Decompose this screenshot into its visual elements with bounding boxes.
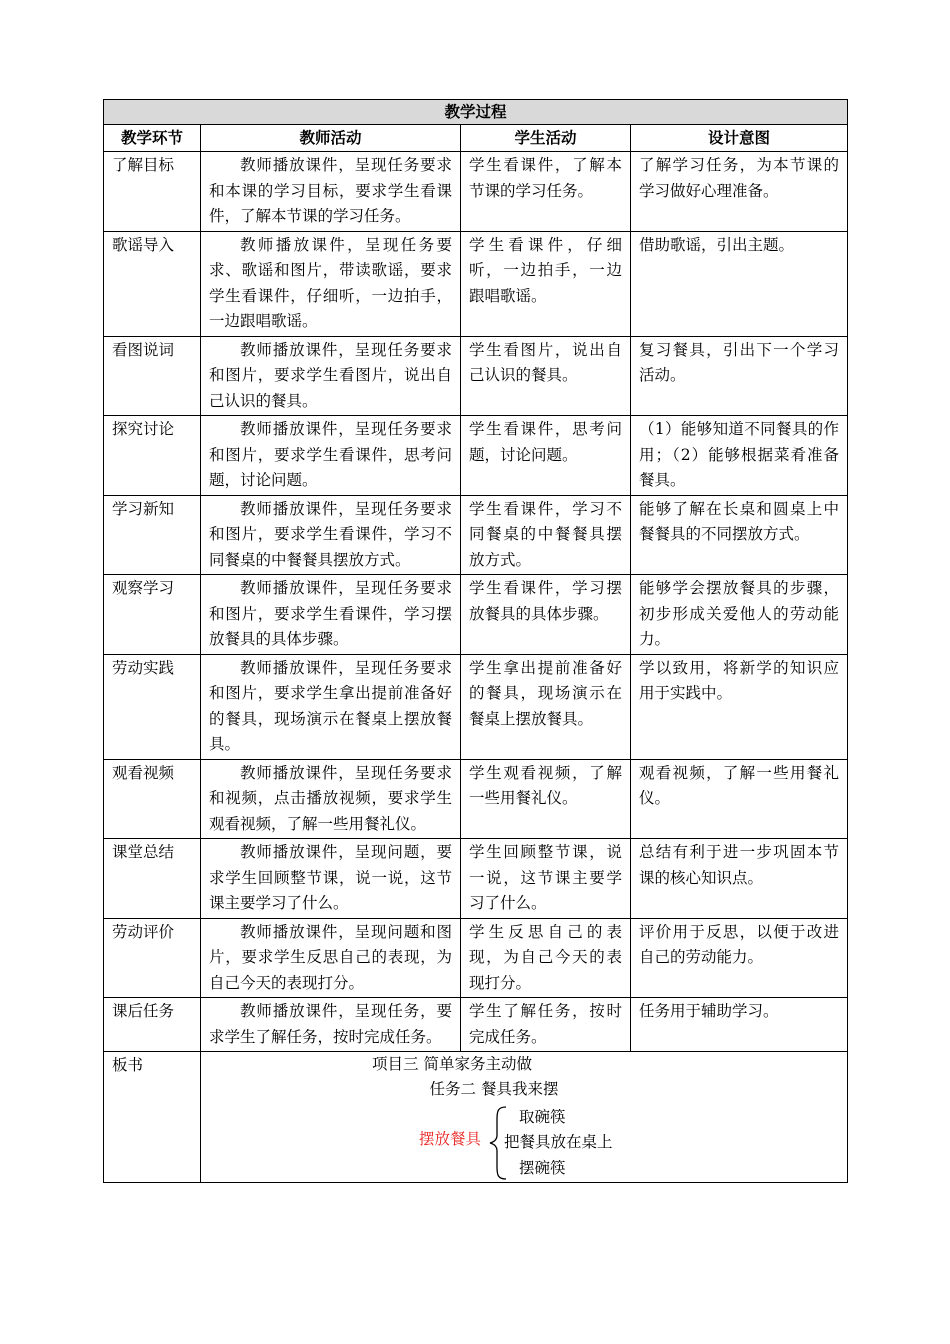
cell-student: 学生反思自己的表现，为自己今天的表现打分。 <box>461 918 631 998</box>
header-stage: 教学环节 <box>104 125 201 152</box>
table-row <box>104 416 848 496</box>
cell-student: 学生了解任务，按时完成任务。 <box>461 998 631 1052</box>
cell-student: 学生看课件，了解本节课的学习任务。 <box>461 152 631 232</box>
cell-stage: 观看视频 <box>104 759 201 839</box>
cell-teacher: 教师播放课件，呈现问题，要求学生回顾整节课，说一说，这节课主要学习了什么。 <box>201 839 461 919</box>
table-row <box>104 575 848 655</box>
cell-teacher: 教师播放课件，呈现问题和图片，要求学生反思自己的表现，为自己今天的表现打分。 <box>201 918 461 998</box>
cell-stage: 了解目标 <box>104 152 201 232</box>
table-row <box>104 336 848 416</box>
cell-teacher: 教师播放课件，呈现任务要求、歌谣和图片，带读歌谣，要求学生看课件，仔细听，一边拍手，一边跟唱歌谣。 <box>201 231 461 336</box>
table-row <box>104 495 848 575</box>
board-branch: 摆碗筷 <box>519 1159 566 1177</box>
cell-intent: （1）能够知道不同餐具的作用；（2）能够根据菜肴准备餐具。 <box>631 416 848 496</box>
cell-student: 学生看课件，学习摆放餐具的具体步骤。 <box>461 575 631 655</box>
table-row <box>104 998 848 1052</box>
cell-intent: 了解学习任务，为本节课的学习做好心理准备。 <box>631 152 848 232</box>
header-intent: 设计意图 <box>631 125 848 152</box>
cell-teacher: 教师播放课件，呈现任务要求和图片，要求学生看课件，学习不同餐桌的中餐餐具摆放方式。 <box>201 495 461 575</box>
cell-stage: 课后任务 <box>104 998 201 1052</box>
cell-stage: 观察学习 <box>104 575 201 655</box>
header-teacher: 教师活动 <box>201 125 461 152</box>
cell-teacher: 教师播放课件，呈现任务要求和本课的学习目标，要求学生看课件，了解本节课的学习任务。 <box>201 152 461 232</box>
cell-stage: 看图说词 <box>104 336 201 416</box>
cell-intent: 任务用于辅助学习。 <box>631 998 848 1052</box>
board-content <box>201 1052 848 1183</box>
board-task-title: 任务二 餐具我来摆 <box>429 1080 559 1098</box>
table-title-row <box>104 100 848 125</box>
header-student: 学生活动 <box>461 125 631 152</box>
cell-student: 学生观看视频，了解一些用餐礼仪。 <box>461 759 631 839</box>
board-label: 板书 <box>104 1052 201 1183</box>
cell-intent: 总结有利于进一步巩固本节课的核心知识点。 <box>631 839 848 919</box>
table-header-row <box>104 125 848 152</box>
cell-student: 学生回顾整节课，说一说，这节课主要学习了什么。 <box>461 839 631 919</box>
board-project-title: 项目三 简单家务主动做 <box>372 1055 532 1073</box>
cell-intent: 能够学会摆放餐具的步骤，初步形成关爱他人的劳动能力。 <box>631 575 848 655</box>
cell-stage: 学习新知 <box>104 495 201 575</box>
cell-intent: 学以致用，将新学的知识应用于实践中。 <box>631 654 848 759</box>
board-center-label: 摆放餐具 <box>419 1130 482 1148</box>
cell-student: 学生看课件，仔细听，一边拍手，一边跟唱歌谣。 <box>461 231 631 336</box>
cell-student: 学生看图片，说出自己认识的餐具。 <box>461 336 631 416</box>
cell-student: 学生看课件，思考问题，讨论问题。 <box>461 416 631 496</box>
table-title: 教学过程 <box>104 100 848 125</box>
cell-intent: 复习餐具，引出下一个学习活动。 <box>631 336 848 416</box>
cell-stage: 探究讨论 <box>104 416 201 496</box>
table-row <box>104 231 848 336</box>
table-row <box>104 152 848 232</box>
table-row <box>104 654 848 759</box>
table-row <box>104 839 848 919</box>
cell-stage: 课堂总结 <box>104 839 201 919</box>
board-layout <box>209 1053 839 1181</box>
lesson-process-table <box>103 99 848 1183</box>
cell-teacher: 教师播放课件，呈现任务，要求学生了解任务，按时完成任务。 <box>201 998 461 1052</box>
board-branch: 把餐具放在桌上 <box>504 1133 613 1151</box>
table-row <box>104 759 848 839</box>
cell-intent: 评价用于反思，以便于改进自己的劳动能力。 <box>631 918 848 998</box>
cell-stage: 劳动评价 <box>104 918 201 998</box>
cell-intent: 能够了解在长桌和圆桌上中餐餐具的不同摆放方式。 <box>631 495 848 575</box>
cell-stage: 歌谣导入 <box>104 231 201 336</box>
cell-student: 学生拿出提前准备好的餐具，现场演示在餐桌上摆放餐具。 <box>461 654 631 759</box>
board-row <box>104 1052 848 1183</box>
cell-intent: 借助歌谣，引出主题。 <box>631 231 848 336</box>
cell-student: 学生看课件，学习不同餐桌的中餐餐具摆放方式。 <box>461 495 631 575</box>
table-row <box>104 918 848 998</box>
cell-teacher: 教师播放课件，呈现任务要求和图片，要求学生看图片，说出自己认识的餐具。 <box>201 336 461 416</box>
cell-intent: 观看视频，了解一些用餐礼仪。 <box>631 759 848 839</box>
cell-teacher: 教师播放课件，呈现任务要求和图片，要求学生看课件，学习摆放餐具的具体步骤。 <box>201 575 461 655</box>
cell-stage: 劳动实践 <box>104 654 201 759</box>
board-branch: 取碗筷 <box>519 1108 566 1126</box>
cell-teacher: 教师播放课件，呈现任务要求和视频，点击播放视频，要求学生观看视频，了解一些用餐礼仪。 <box>201 759 461 839</box>
cell-teacher: 教师播放课件，呈现任务要求和图片，要求学生看课件，思考问题，讨论问题。 <box>201 416 461 496</box>
cell-teacher: 教师播放课件，呈现任务要求和图片，要求学生拿出提前准备好的餐具，现场演示在餐桌上摆放餐具。 <box>201 654 461 759</box>
